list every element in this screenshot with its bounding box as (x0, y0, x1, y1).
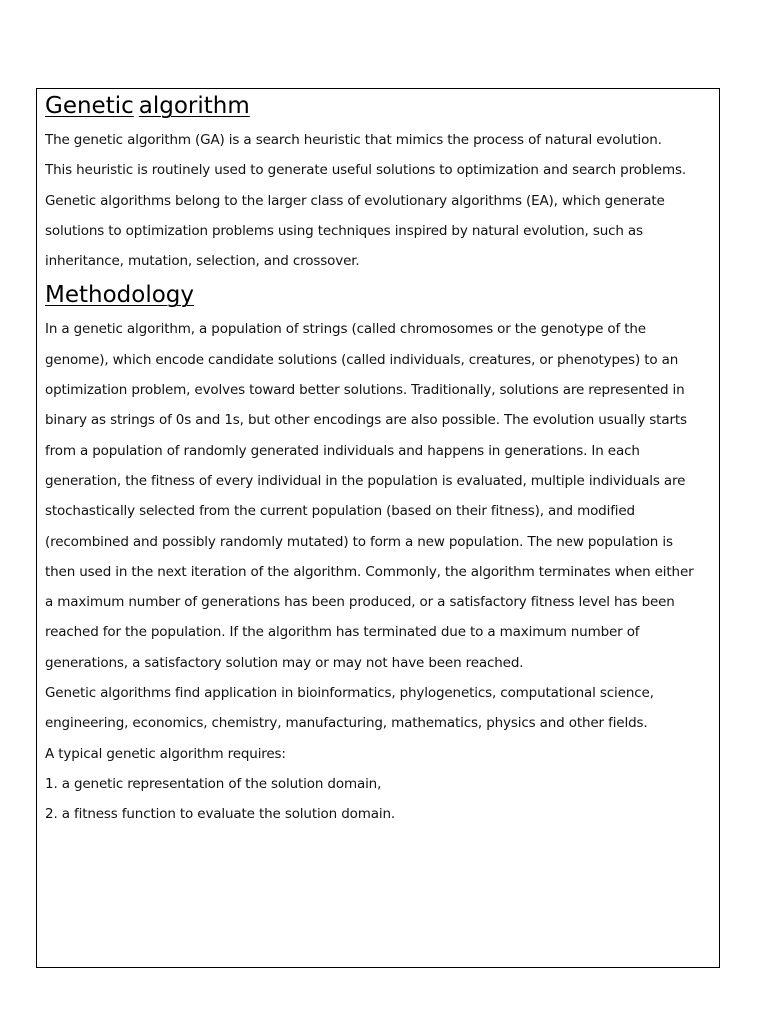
document-content (45, 91, 707, 830)
paragraph-line: solutions to optimization problems using techniques inspired by natural evolution, such as (45, 222, 643, 239)
paragraph-line: Genetic algorithms belong to the larger class of evolutionary algorithms (EA), which generate (45, 192, 665, 209)
paragraph-line: genome), which encode candidate solutions (called individuals, creatures, or phenotypes) to an (45, 351, 679, 368)
paragraph-line: inheritance, mutation, selection, and crossover. (45, 253, 360, 270)
paragraph-line: then used in the next iteration of the algorithm. Commonly, the algorithm terminates when either (45, 563, 694, 580)
paragraph-line: This heuristic is routinely used to generate useful solutions to optimization and search problems. (45, 162, 686, 179)
paragraph-line: generation, the fitness of every individual in the population is evaluated, multiple individuals are (45, 472, 686, 489)
heading-word: Methodology (45, 282, 195, 309)
paragraph-line: from a population of randomly generated individuals and happens in generations. In each (45, 442, 640, 459)
paragraph-line: optimization problem, evolves toward better solutions. Traditionally, solutions are represented in (45, 382, 685, 399)
methodology-paragraph (45, 314, 707, 829)
paragraph-line: In a genetic algorithm, a population of strings (called chromosomes or the genotype of the (45, 321, 646, 338)
document-frame (36, 88, 720, 968)
heading-word: Genetic (45, 93, 134, 119)
paragraph-line: generations, a satisfactory solution may or may not have been reached. (45, 654, 524, 671)
intro-paragraph (45, 125, 707, 276)
paragraph-line: Genetic algorithms find application in bioinformatics, phylogenetics, computational science, (45, 685, 654, 702)
heading-word: algorithm (138, 93, 250, 119)
section-heading-genetic-algorithm (45, 91, 707, 121)
paragraph-line: stochastically selected from the current population (based on their fitness), and modified (45, 503, 635, 520)
paragraph-line: binary as strings of 0s and 1s, but other encodings are also possible. The evolution usually starts (45, 412, 687, 429)
paragraph-line: engineering, economics, chemistry, manufacturing, mathematics, physics and other fields. (45, 715, 648, 732)
paragraph-line: (recombined and possibly randomly mutated) to form a new population. The new population is (45, 533, 673, 550)
paragraph-line: A typical genetic algorithm requires: (45, 745, 286, 762)
list-item: 1. a genetic representation of the solution domain, (45, 775, 382, 792)
section-heading-methodology (45, 280, 707, 310)
paragraph-line: The genetic algorithm (GA) is a search heuristic that mimics the process of natural evolution. (45, 132, 662, 148)
list-item: 2. a fitness function to evaluate the solution domain. (45, 806, 396, 823)
paragraph-line: reached for the population. If the algorithm has terminated due to a maximum number of (45, 624, 640, 641)
paragraph-line: a maximum number of generations has been produced, or a satisfactory fitness level has been (45, 594, 675, 611)
